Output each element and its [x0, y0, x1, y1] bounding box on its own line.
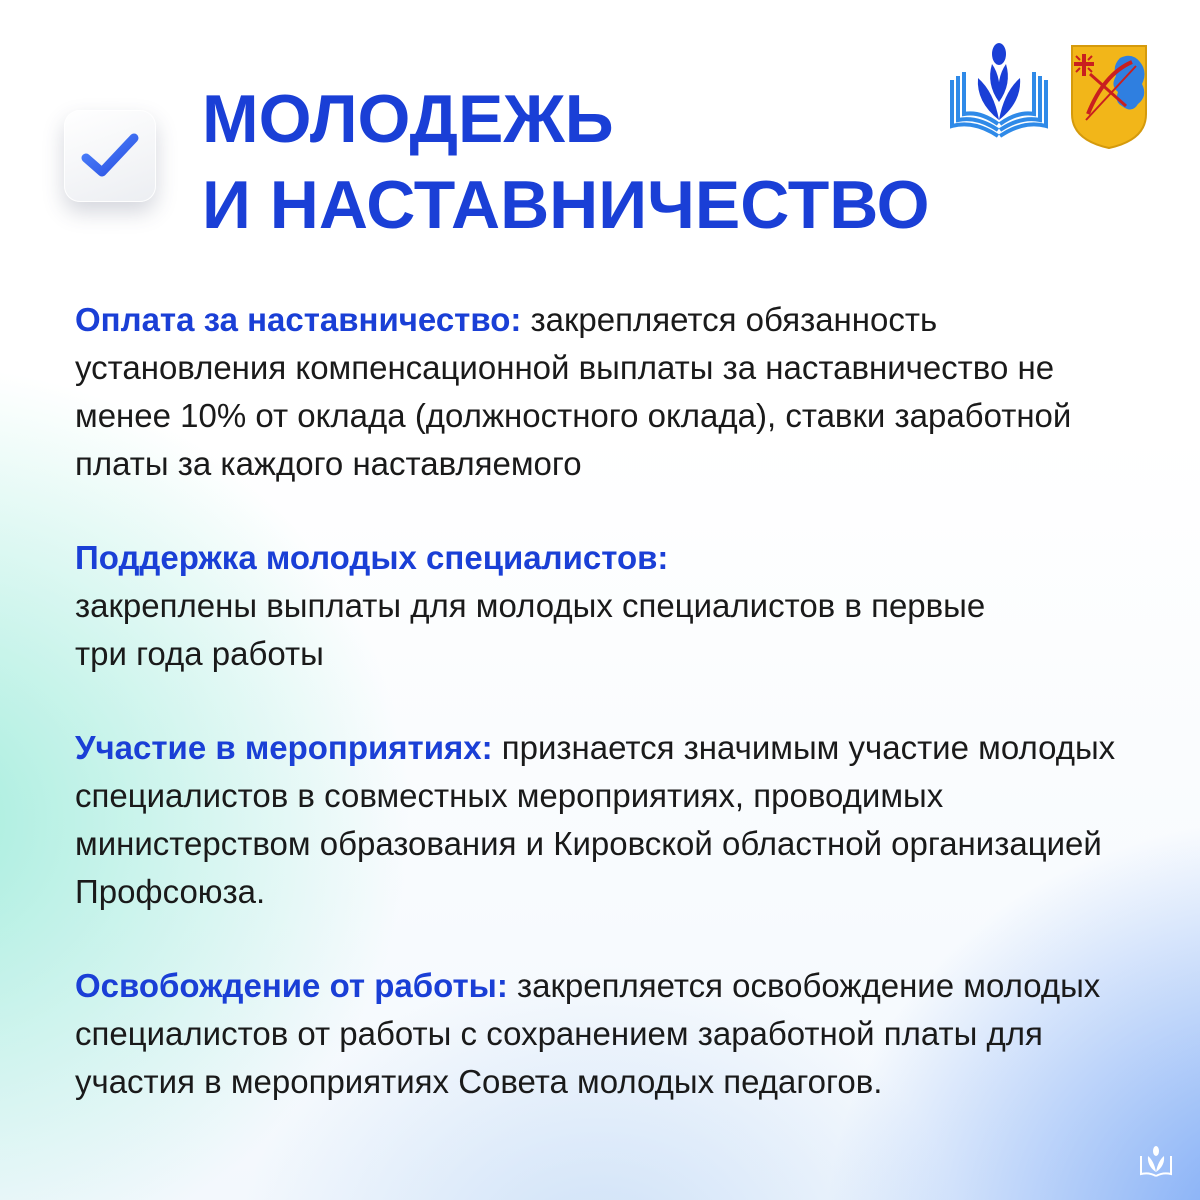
content	[75, 296, 1120, 1152]
title-line-1: МОЛОДЕЖЬ	[202, 81, 614, 157]
section-label: Освобождение от работы:	[75, 967, 508, 1004]
section-work-release	[75, 962, 1120, 1106]
section-events-participation	[75, 724, 1120, 916]
page-title	[202, 76, 930, 248]
section-text: закрепляется обязанность установления компенсационной выплаты за наставничество не менее 10% от оклада (должностного оклада), ставки заработной платы за каждого наставляемого	[75, 301, 1072, 482]
title-line-2: И НАСТАВНИЧЕСТВО	[202, 167, 930, 243]
section-label: Участие в мероприятиях:	[75, 729, 493, 766]
checkmark-icon	[78, 128, 142, 184]
section-mentoring-pay	[75, 296, 1120, 488]
section-text: закреплены выплаты для молодых специалистов в первые три года работы	[75, 587, 986, 672]
section-label: Поддержка молодых специалистов:	[75, 539, 669, 576]
union-logo-small-icon	[1139, 1144, 1173, 1178]
section-text: закрепляется освобождение молодых специалистов от работы с сохранением заработной платы для участия в мероприятиях Совета молодых педагогов.	[75, 967, 1101, 1100]
checkbox-tile	[64, 110, 156, 202]
section-young-specialists-support	[75, 534, 1120, 678]
coat-of-arms-icon	[1070, 44, 1148, 150]
section-text: признается значимым участие молодых специалистов в совместных мероприятиях, проводимых министерством образования и Кировской областной организацией Профсоюза.	[75, 729, 1116, 910]
section-label: Оплата за наставничество:	[75, 301, 522, 338]
union-logo-icon	[946, 40, 1052, 144]
